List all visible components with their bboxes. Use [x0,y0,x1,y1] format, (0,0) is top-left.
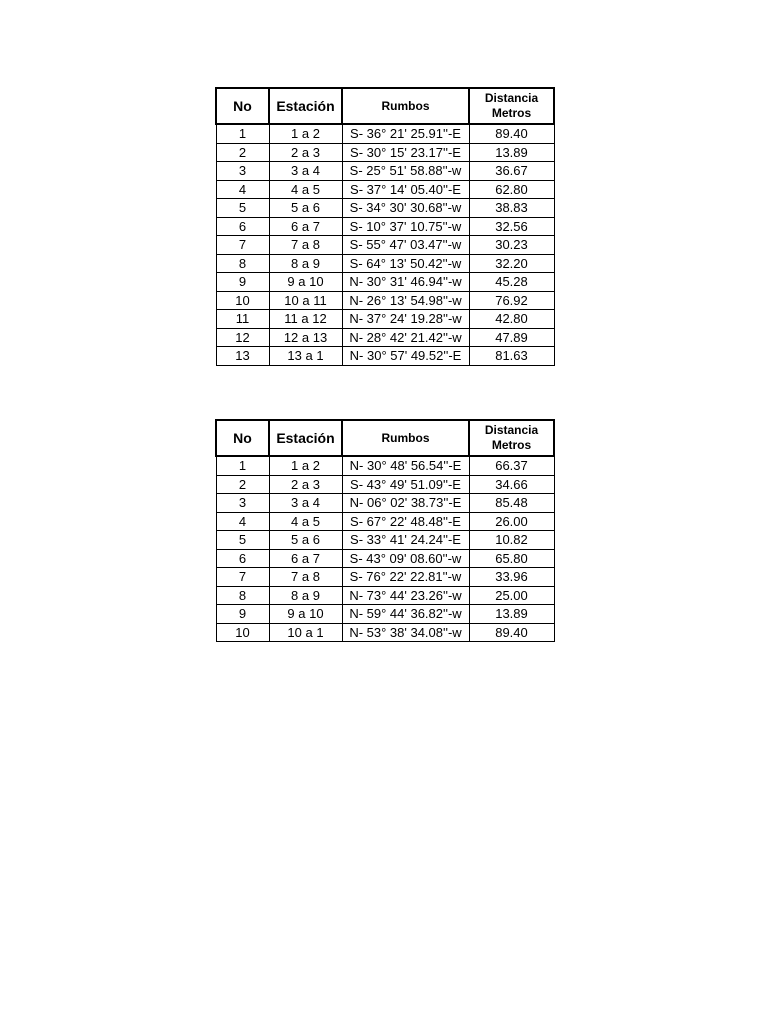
cell-rumbo: N- 30° 48' 56.54''-E [342,456,469,475]
cell-distancia: 45.28 [469,273,554,292]
survey-table-2-container [215,419,553,642]
cell-rumbo: S- 36° 21' 25.91''-E [342,124,469,143]
cell-distancia: 47.89 [469,328,554,347]
cell-estacion: 3 a 4 [269,162,342,181]
table-row [216,143,554,162]
cell-no: 1 [216,124,269,143]
cell-distancia: 76.92 [469,291,554,310]
cell-distancia: 32.20 [469,254,554,273]
cell-estacion: 7 a 8 [269,568,342,587]
cell-no: 2 [216,143,269,162]
table-row [216,623,554,642]
cell-rumbo: N- 73° 44' 23.26''-w [342,586,469,605]
table-header [216,88,554,124]
table-row [216,199,554,218]
cell-rumbo: S- 37° 14' 05.40''-E [342,180,469,199]
cell-estacion: 3 a 4 [269,494,342,513]
table-row [216,291,554,310]
table-row [216,162,554,181]
cell-estacion: 5 a 6 [269,199,342,218]
cell-estacion: 10 a 1 [269,623,342,642]
cell-rumbo: S- 67° 22' 48.48''-E [342,512,469,531]
cell-distancia: 81.63 [469,347,554,366]
table-row [216,328,554,347]
cell-distancia: 89.40 [469,124,554,143]
table-header [216,420,554,456]
cell-estacion: 2 a 3 [269,143,342,162]
cell-distancia: 34.66 [469,475,554,494]
cell-no: 7 [216,236,269,255]
cell-rumbo: S- 34° 30' 30.68''-w [342,199,469,218]
header-distancia-line2: Metros [491,438,532,452]
survey-table-1 [215,87,555,366]
cell-no: 9 [216,273,269,292]
table-row [216,180,554,199]
cell-distancia: 62.80 [469,180,554,199]
cell-estacion: 7 a 8 [269,236,342,255]
header-row [216,420,554,456]
table-row [216,347,554,366]
table-row [216,254,554,273]
cell-distancia: 13.89 [469,143,554,162]
cell-estacion: 11 a 12 [269,310,342,329]
cell-rumbo: N- 26° 13' 54.98''-w [342,291,469,310]
cell-distancia: 32.56 [469,217,554,236]
cell-rumbo: N- 53° 38' 34.08''-w [342,623,469,642]
header-distancia-line2: Metros [491,106,532,120]
cell-estacion: 1 a 2 [269,124,342,143]
header-distancia-line1: Distancia [484,423,539,437]
cell-distancia: 30.23 [469,236,554,255]
cell-no: 13 [216,347,269,366]
cell-distancia: 33.96 [469,568,554,587]
cell-estacion: 4 a 5 [269,180,342,199]
cell-no: 10 [216,291,269,310]
header-estacion: Estación [269,88,342,124]
header-distancia-line1: Distancia [484,91,539,105]
cell-estacion: 1 a 2 [269,456,342,475]
cell-distancia: 65.80 [469,549,554,568]
cell-estacion: 6 a 7 [269,217,342,236]
cell-no: 1 [216,456,269,475]
cell-estacion: 4 a 5 [269,512,342,531]
table-body [216,124,554,365]
cell-distancia: 38.83 [469,199,554,218]
header-estacion: Estación [269,420,342,456]
cell-rumbo: S- 64° 13' 50.42''-w [342,254,469,273]
cell-no: 6 [216,549,269,568]
cell-estacion: 2 a 3 [269,475,342,494]
header-row [216,88,554,124]
cell-estacion: 5 a 6 [269,531,342,550]
cell-no: 5 [216,199,269,218]
cell-distancia: 10.82 [469,531,554,550]
cell-rumbo: S- 30° 15' 23.17''-E [342,143,469,162]
cell-distancia: 36.67 [469,162,554,181]
table-row [216,605,554,624]
cell-estacion: 8 a 9 [269,586,342,605]
cell-distancia: 66.37 [469,456,554,475]
table-row [216,236,554,255]
table-row [216,217,554,236]
header-distancia [469,88,554,124]
cell-no: 6 [216,217,269,236]
cell-no: 12 [216,328,269,347]
cell-rumbo: S- 25° 51' 58.88''-w [342,162,469,181]
table-row [216,549,554,568]
cell-distancia: 89.40 [469,623,554,642]
cell-estacion: 9 a 10 [269,273,342,292]
cell-rumbo: S- 76° 22' 22.81''-w [342,568,469,587]
cell-distancia: 85.48 [469,494,554,513]
cell-no: 7 [216,568,269,587]
table-row [216,475,554,494]
cell-distancia: 13.89 [469,605,554,624]
cell-no: 10 [216,623,269,642]
cell-no: 8 [216,254,269,273]
table-row [216,494,554,513]
cell-estacion: 12 a 13 [269,328,342,347]
cell-rumbo: S- 43° 09' 08.60''-w [342,549,469,568]
cell-rumbo: S- 43° 49' 51.09''-E [342,475,469,494]
cell-estacion: 9 a 10 [269,605,342,624]
cell-estacion: 6 a 7 [269,549,342,568]
cell-no: 5 [216,531,269,550]
survey-table-2 [215,419,555,642]
header-distancia [469,420,554,456]
cell-estacion: 13 a 1 [269,347,342,366]
table-row [216,310,554,329]
cell-rumbo: S- 10° 37' 10.75''-w [342,217,469,236]
cell-no: 3 [216,494,269,513]
table-row [216,586,554,605]
cell-rumbo: N- 30° 57' 49.52''-E [342,347,469,366]
cell-no: 3 [216,162,269,181]
cell-rumbo: S- 55° 47' 03.47''-w [342,236,469,255]
table-row [216,568,554,587]
table-row [216,531,554,550]
header-no: No [216,88,269,124]
cell-distancia: 26.00 [469,512,554,531]
cell-estacion: 8 a 9 [269,254,342,273]
table-body [216,456,554,642]
header-no: No [216,420,269,456]
cell-rumbo: N- 59° 44' 36.82''-w [342,605,469,624]
table-row [216,512,554,531]
cell-rumbo: N- 30° 31' 46.94''-w [342,273,469,292]
cell-distancia: 42.80 [469,310,554,329]
cell-no: 11 [216,310,269,329]
table-row [216,456,554,475]
cell-estacion: 10 a 11 [269,291,342,310]
header-rumbos: Rumbos [342,88,469,124]
cell-distancia: 25.00 [469,586,554,605]
survey-table-1-container [215,87,553,366]
cell-rumbo: N- 28° 42' 21.42''-w [342,328,469,347]
cell-no: 9 [216,605,269,624]
table-row [216,124,554,143]
cell-no: 2 [216,475,269,494]
cell-no: 4 [216,512,269,531]
cell-rumbo: S- 33° 41' 24.24''-E [342,531,469,550]
cell-no: 8 [216,586,269,605]
cell-rumbo: N- 37° 24' 19.28''-w [342,310,469,329]
header-rumbos: Rumbos [342,420,469,456]
cell-no: 4 [216,180,269,199]
table-row [216,273,554,292]
cell-rumbo: N- 06° 02' 38.73''-E [342,494,469,513]
